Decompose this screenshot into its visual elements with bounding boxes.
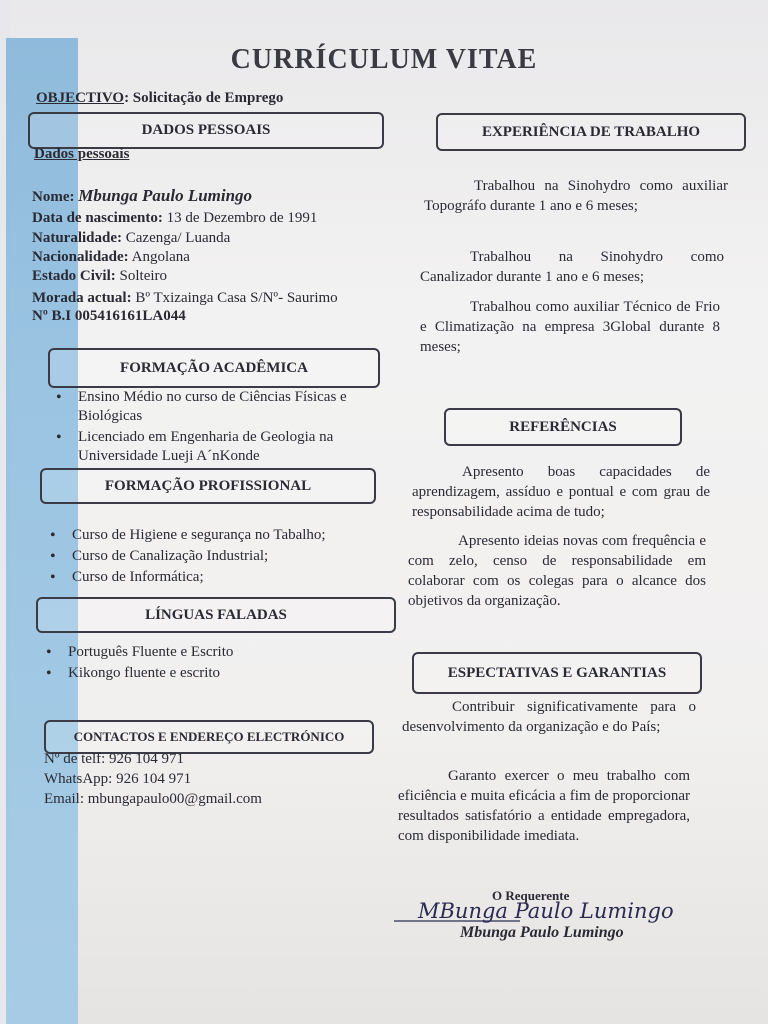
section-header-languages: LÍNGUAS FALADAS <box>36 597 396 633</box>
list-item: • Ensino Médio no curso de Ciências Físicas e Biológicas <box>52 388 408 426</box>
list-item: • Kikongo fluente e escrito <box>42 664 382 683</box>
field-birthplace: Naturalidade: Cazenga/ Luanda <box>32 230 231 246</box>
objective-label: OBJECTIVO <box>36 90 125 106</box>
field-name: Nome: Mbunga Paulo Lumingo <box>32 186 253 205</box>
svg-text:MBunga Paulo Lumingo: MBunga Paulo Lumingo <box>418 899 674 923</box>
objective-line <box>36 90 283 107</box>
academic-list <box>52 388 408 468</box>
field-address: Morada actual: Bº Txizainga Casa S/Nº- Saurimo <box>32 290 338 306</box>
field-nationality: Nacionalidade: Angolana <box>32 249 190 265</box>
list-item: • Português Fluente e Escrito <box>42 643 382 662</box>
section-header-personal: DADOS PESSOAIS <box>28 112 384 149</box>
section-header-references: REFERÊNCIAS <box>444 408 682 446</box>
list-item: • Curso de Canalização Industrial; <box>46 547 386 566</box>
signature-role: O Requerente <box>492 888 570 903</box>
professional-list <box>46 526 386 589</box>
expectation-item: Contribuir significativamente para o desenvolvimento da organização e do País; <box>402 699 696 735</box>
objective-value: : Solicitação de Emprego <box>124 90 284 106</box>
signatory-name: Mbunga Paulo Lumingo <box>460 924 624 941</box>
section-header-professional: FORMAÇÃO PROFISSIONAL <box>40 468 376 504</box>
section-header-contacts: CONTACTOS E ENDEREÇO ELECTRÓNICO <box>44 720 374 754</box>
contact-email: Email: mbungapaulo00@gmail.com <box>44 791 262 807</box>
list-item: • Licenciado em Engenharia de Geologia na Universidade Lueji A´nKonde <box>52 428 408 466</box>
contact-whatsapp: WhatsApp: 926 104 971 <box>44 771 192 787</box>
list-item: • Curso de Higiene e segurança no Tabalho; <box>46 526 386 545</box>
section-header-experience: EXPERIÊNCIA DE TRABALHO <box>436 113 746 151</box>
expectation-item: Garanto exercer o meu trabalho com eficiência e muita eficácia a fim de proporcionar resultados satisfatório a entidade empregadora, com disponibilidade imediata. <box>398 768 690 844</box>
section-header-expectations: ESPECTATIVAS E GARANTIAS <box>412 652 702 694</box>
experience-item: Trabalhou como auxiliar Técnico de Frio e Climatização na empresa 3Global durante 8 meses; <box>420 299 720 355</box>
page-title: CURRÍCULUM VITAE <box>230 44 538 75</box>
person-name: Mbunga Paulo Lumingo <box>78 186 253 205</box>
contact-phone: Nº de telf: 926 104 971 <box>44 751 185 767</box>
reference-item: Apresento boas capacidades de aprendizagem, assíduo e pontual e com grau de responsabilidade acima de tudo; <box>412 464 710 520</box>
personal-subtitle: Dados pessoais <box>34 146 130 162</box>
field-civil-status: Estado Civil: Solteiro <box>32 268 168 284</box>
languages-list <box>42 643 382 685</box>
field-bi: Nº B.I 005416161LA044 <box>32 308 186 324</box>
section-header-academic: FORMAÇÃO ACADÊMICA <box>48 348 380 388</box>
list-item: • Curso de Informática; <box>46 568 386 587</box>
field-dob: Data de nascimento: 13 de Dezembro de 1991 <box>32 210 318 226</box>
reference-item: Apresento ideias novas com frequência e com zelo, censo de responsabilidade em colaborar com os colegas para o alcance dos objetivos da organização. <box>408 533 706 609</box>
experience-item: Trabalhou na Sinohydro como Canalizador durante 1 ano e 6 meses; <box>420 249 724 285</box>
experience-item: Trabalhou na Sinohydro como auxiliar Topográfo durante 1 ano e 6 meses; <box>424 178 728 214</box>
